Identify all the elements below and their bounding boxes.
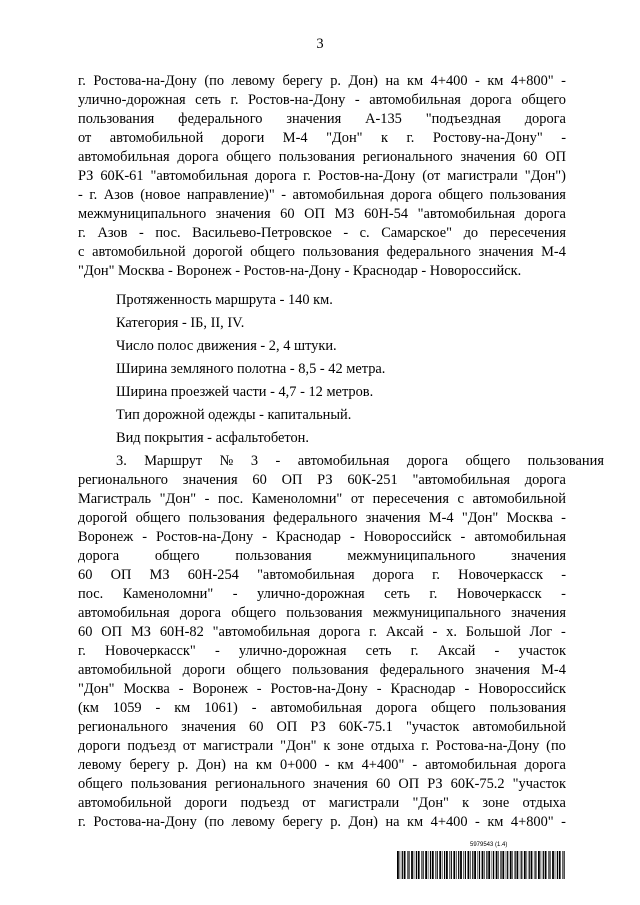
barcode-bar bbox=[408, 851, 409, 879]
barcode-bar bbox=[479, 851, 480, 879]
barcode-bar bbox=[428, 851, 429, 879]
barcode-bar bbox=[397, 851, 399, 879]
text-line: РЗ 60К-61 "автомобильная дорога г. Ростов-на-Дону (от магистрали "Дон") bbox=[78, 168, 566, 184]
text-line: пос. Каменоломни" - улично-дорожная сеть г. Новочеркасск - bbox=[78, 586, 566, 602]
barcode-bar bbox=[414, 851, 415, 879]
barcode-bar bbox=[472, 851, 473, 879]
barcode-bar bbox=[402, 851, 403, 879]
barcode-bar bbox=[531, 851, 533, 879]
barcode-bar bbox=[458, 851, 459, 879]
barcode-bar bbox=[484, 851, 485, 879]
barcode bbox=[397, 851, 566, 879]
text-line: левому берегу р. Дон) на км 0+000 - км 4+400" - автомобильная дорога bbox=[78, 757, 566, 773]
text-line: (км 1059 - км 1061) - автомобильная дорога общего пользования bbox=[78, 700, 566, 716]
barcode-bar bbox=[442, 851, 443, 879]
barcode-bar bbox=[541, 851, 542, 879]
barcode-bar bbox=[538, 851, 540, 879]
text-line: г. Ростова-на-Дону (по левому берегу р. Дон) на км 4+400 - км 4+800" - bbox=[78, 73, 566, 89]
text-line: Магистраль "Дон" - пос. Каменоломни" от пересечения с автомобильной bbox=[78, 491, 566, 507]
barcode-bar bbox=[524, 851, 526, 879]
barcode-bar bbox=[535, 851, 536, 879]
barcode-bar bbox=[548, 851, 549, 879]
barcode-bar bbox=[545, 851, 547, 879]
text-line: г. Азов - пос. Васильево-Петровское - с. Самарское" до пересечения bbox=[78, 225, 566, 241]
barcode-bar bbox=[555, 851, 556, 879]
barcode-bar bbox=[521, 851, 522, 879]
barcode-bar bbox=[421, 851, 422, 879]
text-line: регионального значения 60 ОП РЗ 60К-251 "автомобильная дорога bbox=[78, 472, 566, 488]
text-line: Тип дорожной одежды - капитальный. bbox=[116, 407, 352, 423]
barcode-bar bbox=[500, 851, 501, 879]
text-line: автомобильная дорога общего пользования регионального значения 60 ОП bbox=[78, 149, 566, 165]
barcode-bar bbox=[407, 851, 408, 879]
text-line: межмуниципального значения 60 ОП МЗ 60Н-54 "автомобильная дорога bbox=[78, 206, 566, 222]
barcode-bar bbox=[411, 851, 413, 879]
text-line: - г. Азов (новое направление)" - автомобильная дорога общего пользования bbox=[78, 187, 566, 203]
barcode-bar bbox=[496, 851, 498, 879]
barcode-bar bbox=[552, 851, 554, 879]
barcode-bar bbox=[507, 851, 508, 879]
barcode-bar bbox=[468, 851, 470, 879]
barcode-bar bbox=[453, 851, 455, 879]
page-number: 3 bbox=[316, 36, 324, 52]
text-line: г. Ростова-на-Дону (по левому берегу р. Дон) на км 4+400 - км 4+800" - bbox=[78, 814, 566, 830]
text-line: регионального значения 60 ОП РЗ 60К-75.1 "участок автомобильной bbox=[78, 719, 566, 735]
barcode-bar bbox=[432, 851, 434, 879]
text-line: с автомобильной дорогой общего пользования федерального значения М-4 bbox=[78, 244, 566, 260]
barcode-bar bbox=[564, 851, 565, 879]
barcode-bar bbox=[470, 851, 471, 879]
text-line: дорогой общего пользования федерального значения М-4 "Дон" Москва - bbox=[78, 510, 566, 526]
text-line: 60 ОП МЗ 60Н-254 "автомобильная дорога г. Новочеркасск - bbox=[78, 567, 566, 583]
barcode-bar bbox=[502, 851, 504, 879]
barcode-bar bbox=[562, 851, 563, 879]
barcode-bar bbox=[439, 851, 441, 879]
text-line: пользования федерального значения А-135 "подъездная дорога bbox=[78, 111, 566, 127]
text-line: от автомобильной дороги М-4 "Дон" к г. Ростову-на-Дону" - bbox=[78, 130, 566, 146]
barcode-bar bbox=[515, 851, 516, 879]
text-line: улично-дорожная сеть г. Ростов-на-Дону - автомобильная дорога общего bbox=[78, 92, 566, 108]
barcode-bar bbox=[488, 851, 490, 879]
barcode-bar bbox=[435, 851, 436, 879]
barcode-bar bbox=[534, 851, 535, 879]
barcode-bar bbox=[510, 851, 512, 879]
barcode-bar bbox=[506, 851, 507, 879]
text-line: "Дон" Москва - Воронеж - Ростов-на-Дону - Краснодар - Новороссийск bbox=[78, 681, 566, 697]
text-line: автомобильной дороги общего пользования федерального значения М-4 bbox=[78, 662, 566, 678]
text-line: Число полос движения - 2, 4 штуки. bbox=[116, 338, 337, 354]
barcode-bar bbox=[482, 851, 484, 879]
text-line: Категория - IБ, II, IV. bbox=[116, 315, 245, 331]
barcode-bar bbox=[456, 851, 457, 879]
barcode-bar bbox=[463, 851, 464, 879]
barcode-bar bbox=[423, 851, 424, 879]
barcode-bar bbox=[492, 851, 493, 879]
barcode-bar bbox=[543, 851, 544, 879]
barcode-bar bbox=[498, 851, 499, 879]
text-line: Вид покрытия - асфальтобетон. bbox=[116, 430, 309, 446]
text-line: Ширина проезжей части - 4,7 - 12 метров. bbox=[116, 384, 374, 400]
barcode-bar bbox=[465, 851, 466, 879]
barcode-bar bbox=[430, 851, 431, 879]
text-line: дорога общего пользования межмуниципального значения bbox=[78, 548, 566, 564]
text-line: г. Новочеркасск" - улично-дорожная сеть г. Аксай - участок bbox=[78, 643, 566, 659]
barcode-bar bbox=[418, 851, 420, 879]
barcode-bar bbox=[425, 851, 427, 879]
barcode-bar bbox=[404, 851, 406, 879]
barcode-bar bbox=[449, 851, 450, 879]
barcode-bar bbox=[416, 851, 417, 879]
document-stamp: 5979543 (1.4) bbox=[470, 842, 508, 848]
text-line: 3. Маршрут № 3 - автомобильная дорога общего пользования bbox=[116, 453, 604, 469]
barcode-bar bbox=[460, 851, 462, 879]
barcode-bar bbox=[478, 851, 479, 879]
barcode-bar bbox=[486, 851, 487, 879]
barcode-bar bbox=[512, 851, 513, 879]
barcode-bar bbox=[559, 851, 561, 879]
text-line: "Дон" Москва - Воронеж - Ростов-на-Дону - Краснодар - Новороссийск. bbox=[78, 263, 522, 279]
barcode-bar bbox=[520, 851, 521, 879]
barcode-bar bbox=[451, 851, 452, 879]
text-line: Протяженность маршрута - 140 км. bbox=[116, 292, 333, 308]
barcode-bar bbox=[444, 851, 445, 879]
text-line: автомобильная дорога общего пользования межмуниципального значения bbox=[78, 605, 566, 621]
barcode-bar bbox=[549, 851, 550, 879]
barcode-bar bbox=[557, 851, 558, 879]
barcode-bar bbox=[400, 851, 401, 879]
barcode-bar bbox=[437, 851, 438, 879]
barcode-bar bbox=[517, 851, 519, 879]
text-line: Ширина земляного полотна - 8,5 - 42 метра. bbox=[116, 361, 386, 377]
text-line: автомобильной дороги подъезд от магистрали "Дон" к зоне отдыха bbox=[78, 795, 566, 811]
barcode-bar bbox=[527, 851, 528, 879]
barcode-bar bbox=[474, 851, 476, 879]
barcode-bar bbox=[446, 851, 448, 879]
barcode-bar bbox=[493, 851, 494, 879]
text-line: дороги подъезд от магистрали "Дон" к зоне отдыха г. Ростова-на-Дону (по bbox=[78, 738, 566, 754]
text-line: общего пользования регионального значения 60 ОП РЗ 60К-75.2 "участок bbox=[78, 776, 566, 792]
text-line: 60 ОП МЗ 60Н-82 "автомобильная дорога г. Аксай - х. Большой Лог - bbox=[78, 624, 566, 640]
barcode-bar bbox=[529, 851, 530, 879]
text-line: Воронеж - Ростов-на-Дону - Краснодар - Новороссийск - автомобильная bbox=[78, 529, 566, 545]
